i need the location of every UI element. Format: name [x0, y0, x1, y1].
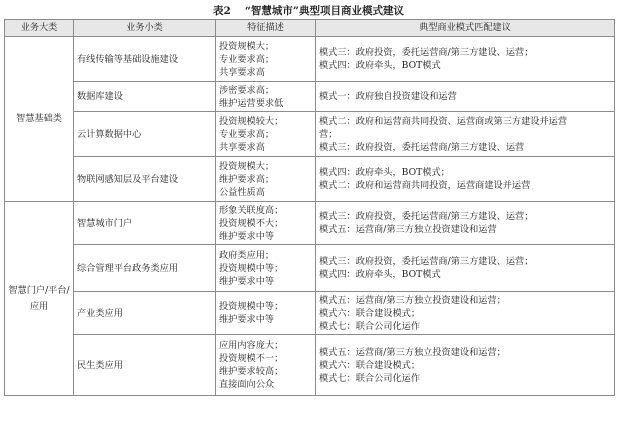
- feature-line: 应用内容庞大；: [219, 340, 284, 351]
- category-name: 应用: [29, 300, 49, 312]
- table-title: “智慧城市”典型项目商业模式建议: [244, 5, 404, 17]
- subcategory-cell: 综合管理平台政务类应用: [74, 245, 216, 292]
- mode-line: 模式四：政府牵头，BOT模式: [319, 60, 441, 71]
- mode-line: 模式五：运营商/第三方独立投资建设和运营；: [319, 294, 506, 306]
- features-cell: [216, 157, 316, 202]
- features-cell: [216, 202, 316, 245]
- features-cell: [216, 37, 316, 82]
- feature-line: 专业要求高；: [219, 53, 275, 65]
- feature-line: 公益性质高: [219, 186, 265, 198]
- mode-line: 模式三：政府投资，委托运营商/第三方建设、运营；: [319, 256, 534, 267]
- subcategory-cell: 数据库建设: [74, 82, 216, 112]
- features-cell: [216, 112, 316, 157]
- table-row: [5, 335, 615, 396]
- mode-line: 模式六：联合建设模式；: [319, 307, 421, 319]
- header-subcategory: 业务小类: [74, 20, 216, 37]
- table-row: [5, 82, 615, 112]
- header-category: 业务大类: [5, 20, 74, 37]
- features-cell: [216, 335, 316, 396]
- feature-line: 维护要求中等: [219, 314, 275, 325]
- feature-line: 投资规模较大；: [219, 115, 284, 127]
- mode-cell: [316, 292, 615, 335]
- subcategory-cell: 产业类应用: [74, 292, 216, 335]
- mode-line: 模式二：政府和运营商共同投资、运营商或第三方建设并运营: [319, 115, 568, 127]
- table-row: [5, 245, 615, 292]
- mode-line: 模式四：政府牵头，BOT模式；: [319, 167, 450, 178]
- feature-line: 涉密要求高；: [219, 84, 275, 96]
- mode-line: 模式四：政府牵头，BOT模式: [319, 269, 441, 280]
- feature-line: 维护要求高；: [219, 173, 275, 185]
- table-row: [5, 37, 615, 82]
- mode-cell: [316, 245, 615, 292]
- category-name: 智慧基础类: [16, 113, 62, 124]
- feature-line: 投资规模大；: [219, 160, 275, 172]
- features-cell: [216, 82, 316, 112]
- mode-line: 模式六：联合建设模式；: [319, 359, 421, 371]
- mode-cell: [316, 112, 615, 157]
- table-row: [5, 112, 615, 157]
- feature-line: 投资规模不一；: [219, 353, 284, 364]
- feature-line: 共享要求高: [219, 141, 265, 153]
- table-caption: [0, 3, 617, 18]
- table-number: 表2: [213, 5, 231, 17]
- mode-cell: [316, 37, 615, 82]
- subcategory-cell: 有线传输等基础设施建设: [74, 37, 216, 82]
- feature-line: 投资规模中等；: [219, 262, 284, 274]
- feature-line: 维护运营要求低: [219, 97, 284, 109]
- table-row: [5, 292, 615, 335]
- mode-line: 模式一：政府独自投资建设和运营: [319, 91, 457, 102]
- subcategory-cell: 云计算数据中心: [74, 112, 216, 157]
- mode-line: 模式三：政府投资，委托运营商/第三方建设、运营；: [319, 211, 534, 222]
- mode-cell: [316, 335, 615, 396]
- header-business-model: 典型商业模式匹配建议: [316, 20, 615, 37]
- feature-line: 直接面向公众: [219, 379, 275, 390]
- feature-line: 形象关联度高；: [219, 204, 284, 216]
- table-row: [5, 202, 615, 245]
- table-row: [5, 157, 615, 202]
- mode-cell: [316, 82, 615, 112]
- features-cell: [216, 245, 316, 292]
- category-cell: [5, 37, 74, 202]
- feature-line: 维护要求中等: [219, 275, 275, 287]
- mode-line: 模式三：政府投资，委托运营商/第三方建设、运营；: [319, 47, 534, 58]
- mode-line: 模式七：联合公司化运作: [319, 372, 421, 384]
- feature-line: 政府类应用；: [219, 249, 275, 261]
- mode-line: 模式七：联合公司化运作: [319, 320, 421, 332]
- subcategory-cell: 民生类应用: [74, 335, 216, 396]
- category-cell: [5, 202, 74, 396]
- subcategory-cell: 物联网感知层及平台建设: [74, 157, 216, 202]
- mode-line: 模式五：运营商/第三方独立投资建设和运营；: [319, 346, 506, 358]
- feature-line: 投资规模不大；: [219, 217, 284, 229]
- mode-line: 营；: [319, 128, 338, 140]
- mode-cell: [316, 157, 615, 202]
- business-model-table: [4, 19, 615, 396]
- feature-line: 维护要求较高；: [219, 366, 284, 377]
- mode-line: 模式二：政府和运营商共同投资，运营商建设并运营: [319, 180, 531, 191]
- category-name: 智慧门户/平台/: [8, 284, 70, 296]
- feature-line: 维护要求中等: [219, 230, 275, 242]
- header-row: [5, 20, 615, 37]
- features-cell: [216, 292, 316, 335]
- header-features: 特征描述: [216, 20, 316, 37]
- feature-line: 投资规模中等；: [219, 301, 284, 312]
- mode-cell: [316, 202, 615, 245]
- subcategory-cell: 智慧城市门户: [74, 202, 216, 245]
- feature-line: 专业要求高；: [219, 128, 275, 140]
- feature-line: 投资规模大；: [219, 40, 275, 52]
- mode-line: 模式三：政府投资，委托运营商/第三方建设、运营: [319, 141, 525, 153]
- mode-line: 模式五：运营商/第三方独立投资建设和运营: [319, 224, 497, 235]
- feature-line: 共享要求高: [219, 66, 265, 78]
